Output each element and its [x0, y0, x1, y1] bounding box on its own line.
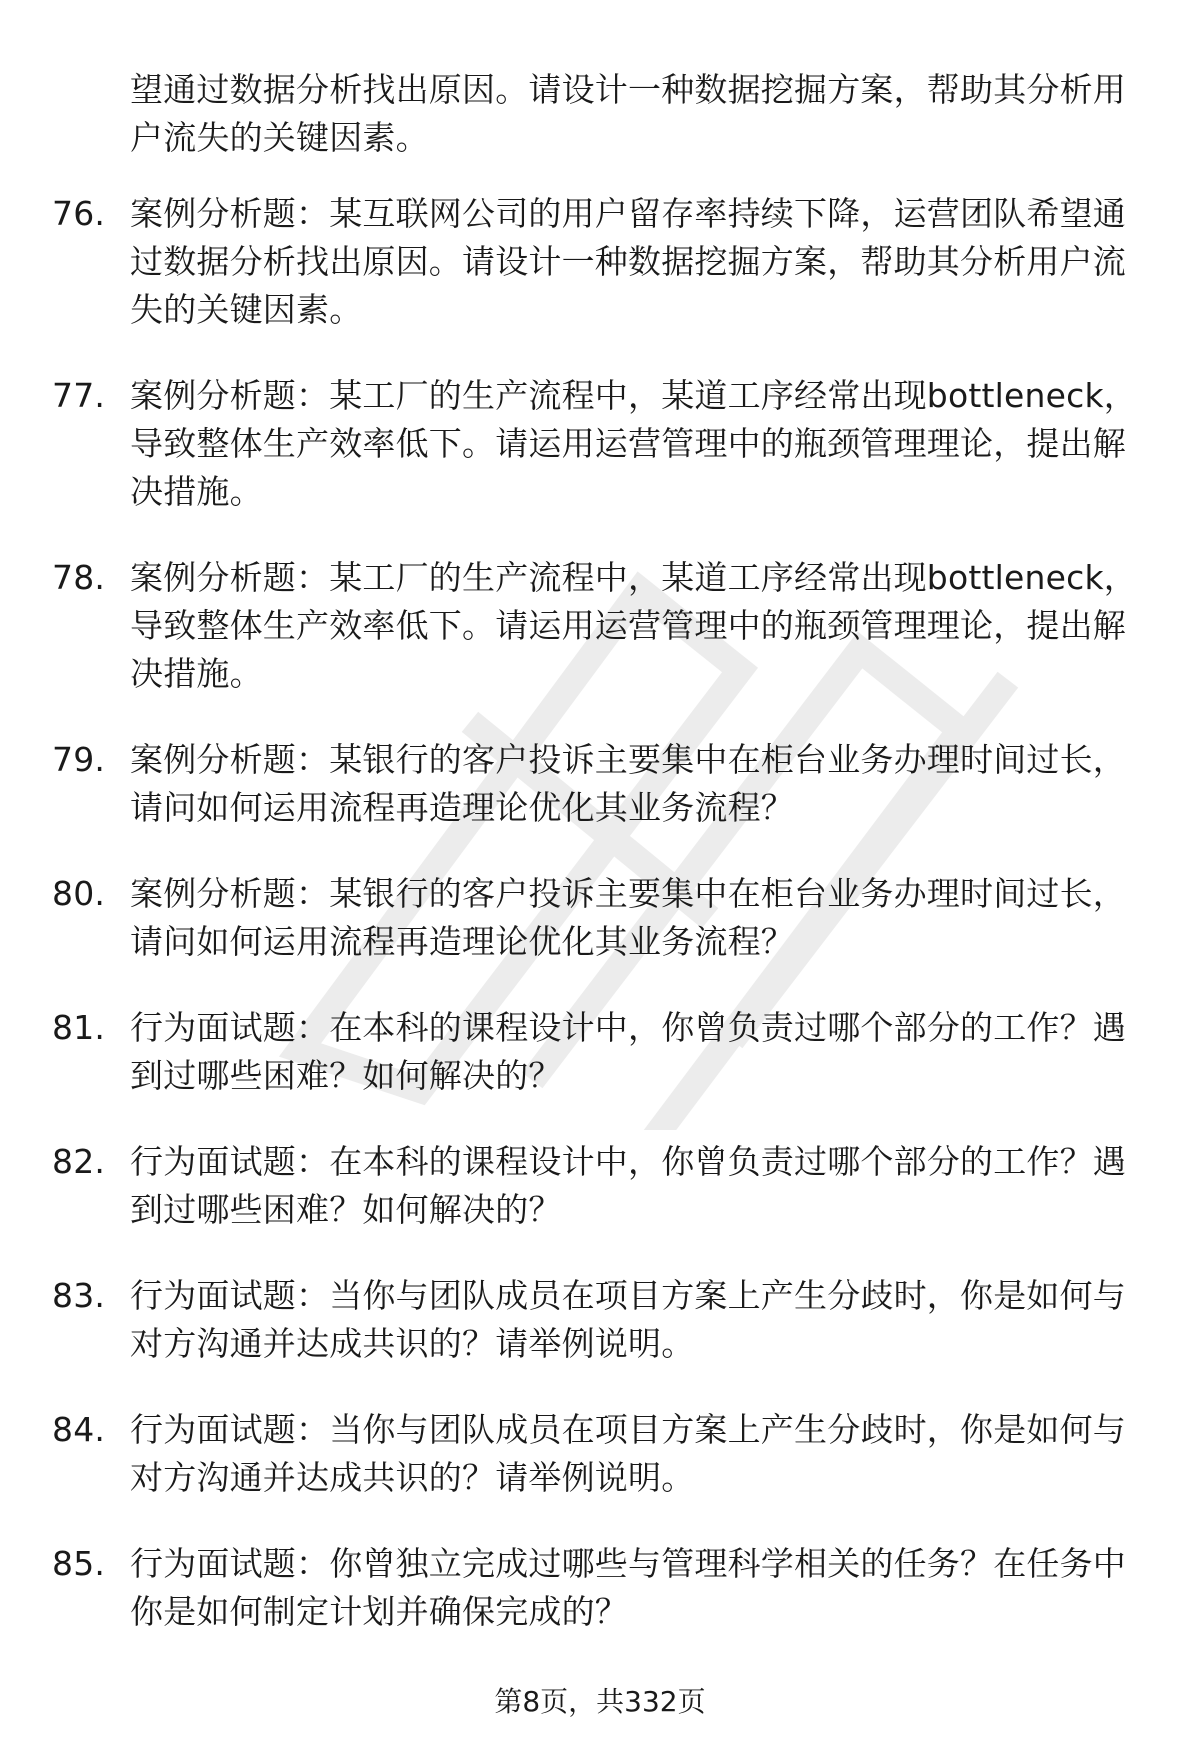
- question-text: 案例分析题：某工厂的生产流程中，某道工序经常出现bottleneck，导致整体生产效率低下。请运用运营管理中的瓶颈管理理论，提出解决措施。: [130, 558, 1137, 693]
- question-item: [52, 1406, 1142, 1502]
- continued-question-text: 望通过数据分析找出原因。请设计一种数据挖掘方案，帮助其分析用户流失的关键因素。: [130, 70, 1126, 157]
- question-item: [52, 190, 1142, 334]
- question-list: [52, 190, 1142, 1674]
- question-item: [52, 1004, 1142, 1100]
- question-number: 76.: [52, 194, 106, 233]
- question-number: 85.: [52, 1544, 106, 1583]
- question-text: 行为面试题：当你与团队成员在项目方案上产生分歧时，你是如何与对方沟通并达成共识的？请举例说明。: [130, 1276, 1126, 1363]
- question-text: 案例分析题：某互联网公司的用户留存率持续下降，运营团队希望通过数据分析找出原因。请设计一种数据挖掘方案，帮助其分析用户流失的关键因素。: [130, 194, 1126, 329]
- question-text: 行为面试题：在本科的课程设计中，你曾负责过哪个部分的工作？遇到过哪些困难？如何解决的？: [130, 1142, 1126, 1229]
- question-text: 行为面试题：当你与团队成员在项目方案上产生分歧时，你是如何与对方沟通并达成共识的？请举例说明。: [130, 1410, 1126, 1497]
- question-number: 81.: [52, 1008, 106, 1047]
- question-item: [52, 736, 1142, 832]
- question-text: 案例分析题：某工厂的生产流程中，某道工序经常出现bottleneck，导致整体生产效率低下。请运用运营管理中的瓶颈管理理论，提出解决措施。: [130, 376, 1137, 511]
- question-text: 行为面试题：你曾独立完成过哪些与管理科学相关的任务？在任务中你是如何制定计划并确保完成的？: [130, 1544, 1126, 1631]
- question-number: 79.: [52, 740, 106, 779]
- page-footer: 第8页，共332页: [494, 1685, 706, 1718]
- question-item: [52, 1138, 1142, 1234]
- question-number: 84.: [52, 1410, 106, 1449]
- question-text: 行为面试题：在本科的课程设计中，你曾负责过哪个部分的工作？遇到过哪些困难？如何解决的？: [130, 1008, 1126, 1095]
- question-number: 77.: [52, 376, 106, 415]
- question-text: 案例分析题：某银行的客户投诉主要集中在柜台业务办理时间过长，请问如何运用流程再造理论优化其业务流程？: [130, 874, 1126, 961]
- question-item: [52, 870, 1142, 966]
- question-number: 80.: [52, 874, 106, 913]
- question-item: [52, 372, 1142, 516]
- question-number: 78.: [52, 558, 106, 597]
- question-text: 案例分析题：某银行的客户投诉主要集中在柜台业务办理时间过长，请问如何运用流程再造理论优化其业务流程？: [130, 740, 1126, 827]
- question-number: 82.: [52, 1142, 106, 1181]
- question-item: [52, 1272, 1142, 1368]
- question-number: 83.: [52, 1276, 106, 1315]
- question-item: [52, 554, 1142, 698]
- question-item: [52, 1540, 1142, 1636]
